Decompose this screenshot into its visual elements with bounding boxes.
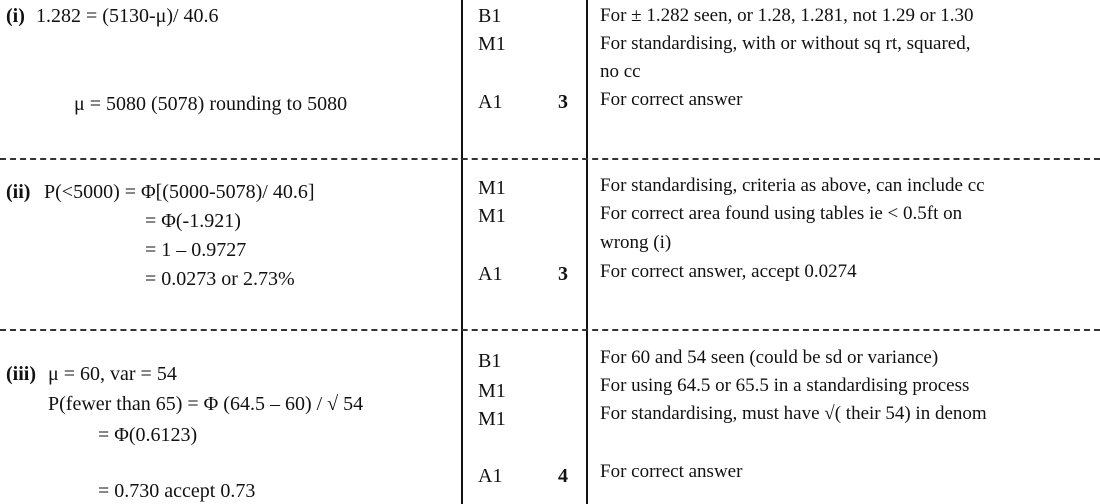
comment-line: For correct answer, accept 0.0274 xyxy=(600,261,857,282)
working-line: = 0.0273 or 2.73% xyxy=(145,268,295,290)
working-line: P(<5000) = Φ[(5000-5078)/ 40.6] xyxy=(44,181,315,203)
working-line: P(fewer than 65) = Φ (64.5 – 60) / √ 54 xyxy=(48,393,364,415)
comment-line: For 60 and 54 seen (could be sd or variance) xyxy=(600,347,939,368)
part-label: (i) xyxy=(6,5,25,27)
comment-line: For correct area found using tables ie < 0.5ft on xyxy=(600,203,963,224)
working-line: μ = 60, var = 54 xyxy=(48,363,177,385)
mark-code: M1 xyxy=(478,177,506,199)
column-divider-totals xyxy=(586,0,588,504)
column-divider-working xyxy=(461,0,463,504)
mark-code: M1 xyxy=(478,408,506,430)
mark-code: M1 xyxy=(478,33,506,55)
mark-total: 3 xyxy=(558,263,568,285)
comment-line: For correct answer xyxy=(600,89,743,110)
comment-line: wrong (i) xyxy=(600,232,672,253)
comment-line: For standardising, must have √( their 54) in denom xyxy=(600,403,987,424)
working-line: μ = 5080 (5078) rounding to 5080 xyxy=(74,93,348,115)
comment-line: no cc xyxy=(600,61,641,82)
mark-code: A1 xyxy=(478,263,503,285)
working-line: = 0.730 accept 0.73 xyxy=(98,480,256,502)
comment-line: For standardising, with or without sq rt, squared, xyxy=(600,33,971,54)
mark-code: M1 xyxy=(478,380,506,402)
mark-code: B1 xyxy=(478,5,502,27)
part-label: (iii) xyxy=(6,363,36,385)
part-label: (ii) xyxy=(6,181,31,203)
mark-code: A1 xyxy=(478,91,503,113)
working-line: = 1 – 0.9727 xyxy=(145,239,247,261)
row-separator xyxy=(0,158,1100,160)
mark-total: 3 xyxy=(558,91,568,113)
comment-line: For correct answer xyxy=(600,461,743,482)
mark-total: 4 xyxy=(558,465,568,487)
comment-line: For ± 1.282 seen, or 1.28, 1.281, not 1.29 or 1.30 xyxy=(600,5,974,26)
working-line: 1.282 = (5130-μ)/ 40.6 xyxy=(36,5,219,27)
mark-code: M1 xyxy=(478,205,506,227)
working-line: = Φ(-1.921) xyxy=(145,210,241,232)
row-separator xyxy=(0,329,1100,331)
comment-line: For using 64.5 or 65.5 in a standardising process xyxy=(600,375,970,396)
mark-code: B1 xyxy=(478,350,502,372)
comment-line: For standardising, criteria as above, can include cc xyxy=(600,175,985,196)
working-line: = Φ(0.6123) xyxy=(98,424,198,446)
mark-code: A1 xyxy=(478,465,503,487)
